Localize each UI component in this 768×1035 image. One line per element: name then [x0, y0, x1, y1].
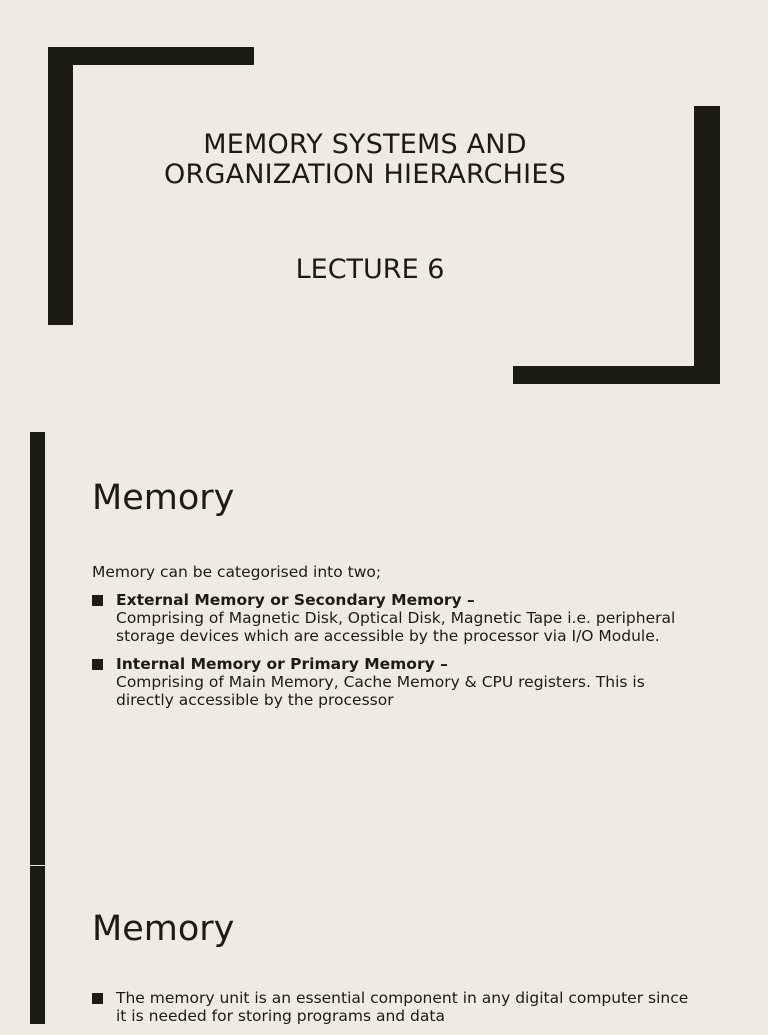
slide-title: Memory — [92, 478, 235, 518]
square-bullet-icon — [92, 993, 103, 1004]
corner-bracket-top-left-vertical — [48, 47, 73, 325]
intro-text: Memory can be categorised into two; — [92, 563, 382, 581]
bullet-heading: Internal Memory or Primary Memory – — [116, 655, 448, 673]
bullet-list — [92, 591, 692, 719]
square-bullet-icon — [92, 659, 103, 670]
corner-bracket-bottom-right-horizontal — [513, 366, 720, 384]
title-line-1: MEMORY SYSTEMS AND — [203, 129, 527, 160]
bullet-text: Comprising of Magnetic Disk, Optical Disk, Magnetic Tape i.e. peripheral storage devices which are accessible by the processor via I/O Module. — [116, 609, 676, 645]
bullet-text: The memory unit is an essential component in any digital computer since it is needed for storing programs and data — [116, 989, 689, 1025]
left-accent-bar — [30, 432, 45, 865]
title-slide — [0, 0, 768, 410]
list-item — [92, 655, 692, 709]
slide-main-title — [100, 130, 630, 190]
square-bullet-icon — [92, 595, 103, 606]
memory-slide-1 — [0, 432, 768, 865]
title-line-2: ORGANIZATION HIERARCHIES — [164, 159, 566, 190]
list-item — [92, 989, 692, 1025]
bullet-list — [92, 989, 692, 1035]
bullet-heading: External Memory or Secondary Memory – — [116, 591, 475, 609]
list-item — [92, 591, 692, 645]
corner-bracket-bottom-right-vertical — [694, 106, 720, 384]
slide-title: Memory — [92, 909, 235, 949]
bullet-text: Comprising of Main Memory, Cache Memory & CPU registers. This is directly accessible by the processor — [116, 673, 645, 709]
memory-slide-2 — [0, 865, 768, 1024]
lecture-subtitle: LECTURE 6 — [295, 254, 445, 285]
corner-bracket-top-left-horizontal — [48, 47, 254, 65]
left-accent-bar — [30, 866, 45, 1024]
